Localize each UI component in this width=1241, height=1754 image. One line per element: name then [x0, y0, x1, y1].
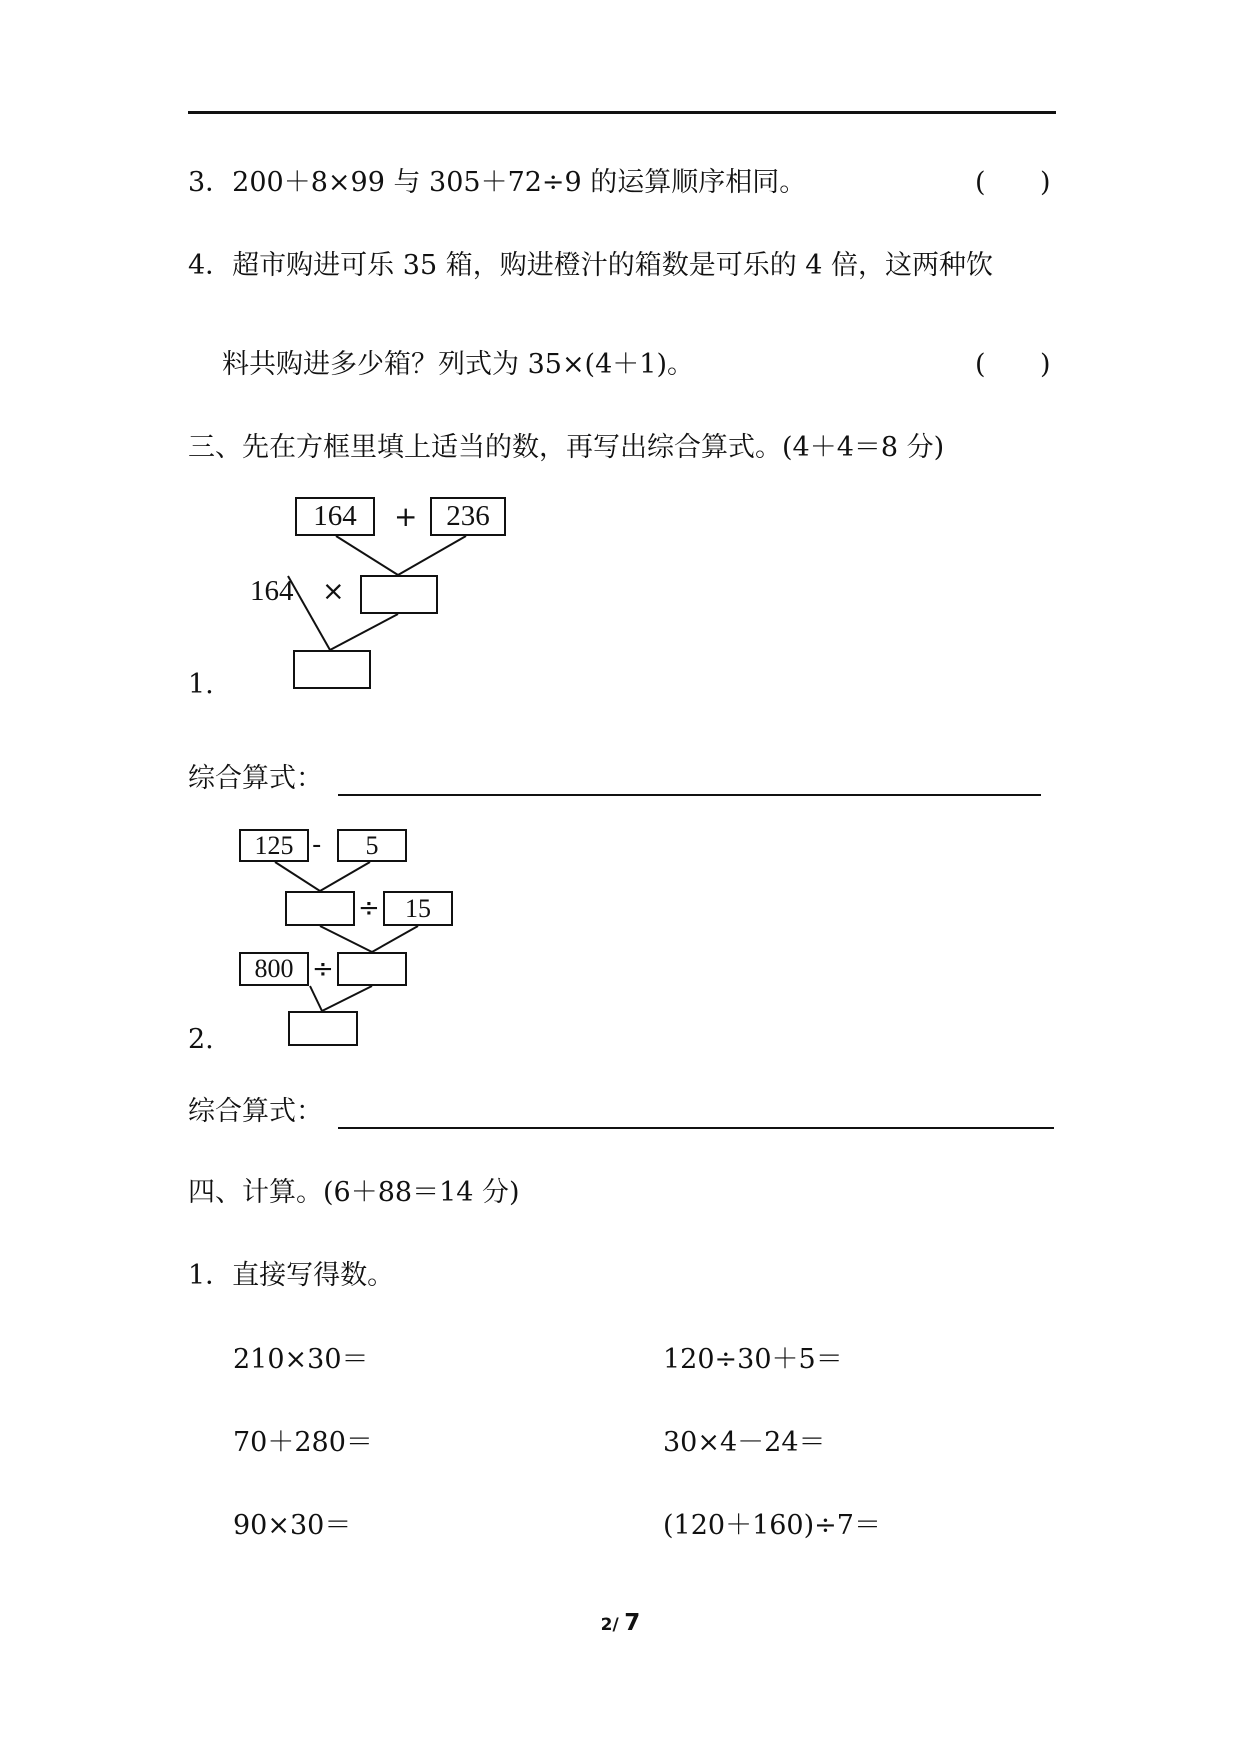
section3-title: 三、先在方框里填上适当的数，再写出综合算式。(4＋4＝8 分)	[188, 432, 945, 463]
diagram2-box-125: 125	[239, 829, 309, 862]
page-number	[0, 1610, 1241, 1636]
diagram1-number: 1.	[188, 669, 214, 700]
calc-item-left-2: 70＋280＝	[233, 1427, 373, 1458]
diagram2-blank-box-quotient[interactable]	[285, 891, 355, 926]
diagram1-box-164: 164	[295, 497, 375, 536]
diagram2-blank-box-result[interactable]	[288, 1011, 358, 1046]
diagram1-left-number: 164	[250, 575, 294, 607]
page-total: 7	[624, 1610, 641, 1636]
answer-paren-close-3: )	[1040, 167, 1051, 198]
divide-operator-2: ÷	[312, 954, 334, 984]
question-3: 3．200＋8×99 与 305＋72÷9 的运算顺序相同。	[188, 167, 807, 198]
question-4-line2: 料共购进多少箱？列式为 35×(4＋1)。	[222, 349, 694, 380]
section4-title: 四、计算。(6＋88＝14 分)	[188, 1177, 520, 1208]
calc-item-right-2: 30×4－24＝	[663, 1427, 826, 1458]
calc-item-right-3: (120＋160)÷7＝	[663, 1510, 881, 1541]
calc-item-right-1: 120÷30＋5＝	[663, 1344, 843, 1375]
combined-expression-label-1: 综合算式：	[188, 763, 323, 794]
answer-paren-open-4: (	[975, 349, 986, 380]
diagram2-blank-box-divisor[interactable]	[337, 952, 407, 986]
answer-paren-close-4: )	[1040, 349, 1051, 380]
combined-expression-line-2[interactable]	[338, 1127, 1054, 1129]
minus-operator: -	[312, 830, 322, 860]
combined-expression-label-2: 综合算式：	[188, 1096, 323, 1127]
diagram2-box-800: 800	[239, 952, 309, 986]
question-4-line1: 4．超市购进可乐 35 箱，购进橙汁的箱数是可乐的 4 倍，这两种饮	[188, 250, 994, 281]
plus-operator: +	[394, 500, 418, 533]
calc-item-left-1: 210×30＝	[233, 1344, 369, 1375]
diagram2-box-15: 15	[383, 891, 453, 926]
diagram2-number: 2.	[188, 1024, 214, 1055]
multiply-operator: ×	[322, 576, 345, 607]
combined-expression-line-1[interactable]	[338, 794, 1041, 796]
answer-paren-open-3: (	[975, 167, 986, 198]
page-current: 2/	[600, 1615, 619, 1635]
diagram1-blank-box-result[interactable]	[293, 650, 371, 689]
divide-operator-1: ÷	[358, 893, 380, 923]
diagram1-box-236: 236	[430, 497, 506, 536]
diagram1-blank-box-middle[interactable]	[360, 575, 438, 614]
calc-item-left-3: 90×30＝	[233, 1510, 352, 1541]
diagram2-box-5: 5	[337, 829, 407, 862]
section4-sub1: 1．直接写得数。	[188, 1260, 395, 1291]
